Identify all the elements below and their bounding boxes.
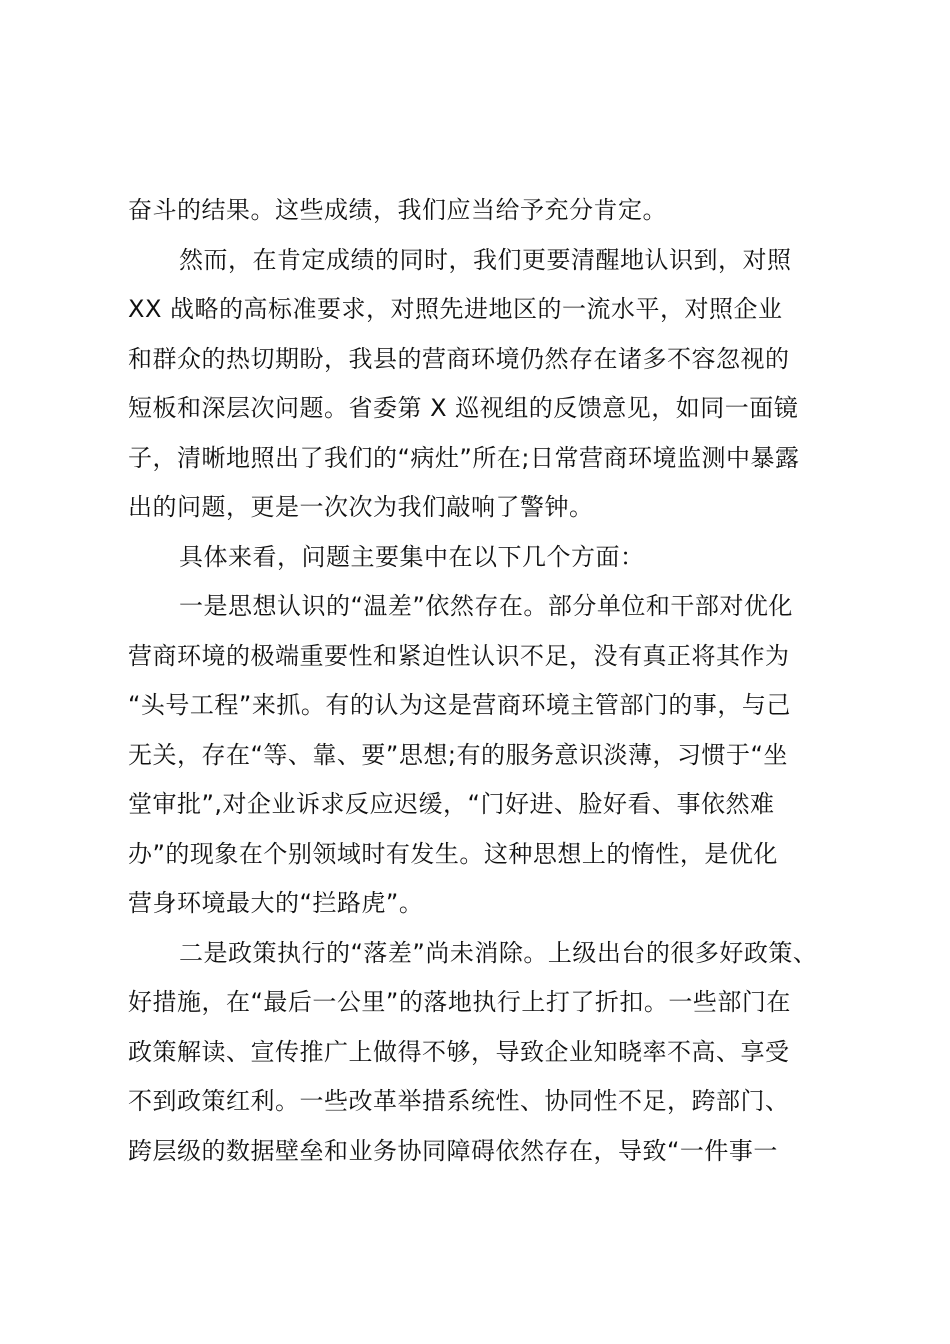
text-line: 奋斗的结果。这些成绩，我们应当给予充分肯定。 bbox=[128, 196, 667, 224]
text-line: 好措施，在“最后一公里”的落地执行上打了折扣。一些部门在 bbox=[128, 988, 791, 1016]
text-line: 无关，存在“等、靠、要”思想;有的服务意识淡薄，习惯于“坐 bbox=[128, 740, 788, 769]
body-text bbox=[128, 186, 828, 1176]
text-line: 子，清晰地照出了我们的“病灶”所在;日常营商环境监测中暴露 bbox=[128, 443, 800, 472]
paragraph-start-line: 具体来看，问题主要集中在以下几个方面： bbox=[179, 542, 645, 571]
paragraph-start-line: 一是思想认识的“温差”依然存在。部分单位和干部对优化 bbox=[179, 592, 793, 620]
text-line: 跨层级的数据壁垒和业务协同障碍依然存在，导致“一件事一 bbox=[128, 1136, 778, 1165]
text-line: 不到政策红利。一些改革举措系统性、协同性不足，跨部门、 bbox=[128, 1087, 790, 1115]
text-line: XX 战略的高标准要求，对照先进地区的一流水平，对照企业 bbox=[128, 295, 783, 323]
text-line: 出的问题，更是一次次为我们敲响了警钟。 bbox=[128, 493, 594, 521]
text-line: 营身环境最大的“拦路虎”。 bbox=[128, 889, 424, 917]
text-line: 短板和深层次问题。省委第 X 巡视组的反馈意见，如同一面镜 bbox=[128, 394, 799, 422]
text-line: “头号工程”来抓。有的认为这是营商环境主管部门的事，与己 bbox=[128, 691, 791, 719]
paragraph-start-line: 然而，在肯定成绩的同时，我们更要清醒地认识到，对照 bbox=[179, 245, 792, 274]
text-line: 堂审批”,对企业诉求反应迟缓，“门好进、脸好看、事依然难 bbox=[128, 790, 775, 818]
text-line: 和群众的热切期盼，我县的营商环境仍然存在诸多不容忽视的 bbox=[128, 344, 790, 373]
text-line: 营商环境的极端重要性和紧迫性认识不足，没有真正将其作为 bbox=[128, 641, 790, 670]
text-line: 办”的现象在个别领域时有发生。这种思想上的惰性，是优化 bbox=[128, 839, 778, 868]
paragraph-start-line: 二是政策执行的“落差”尚未消除。上级出台的很多好政策、 bbox=[179, 938, 818, 967]
text-line: 政策解读、宣传推广上做得不够，导致企业知晓率不高、享受 bbox=[128, 1037, 790, 1066]
